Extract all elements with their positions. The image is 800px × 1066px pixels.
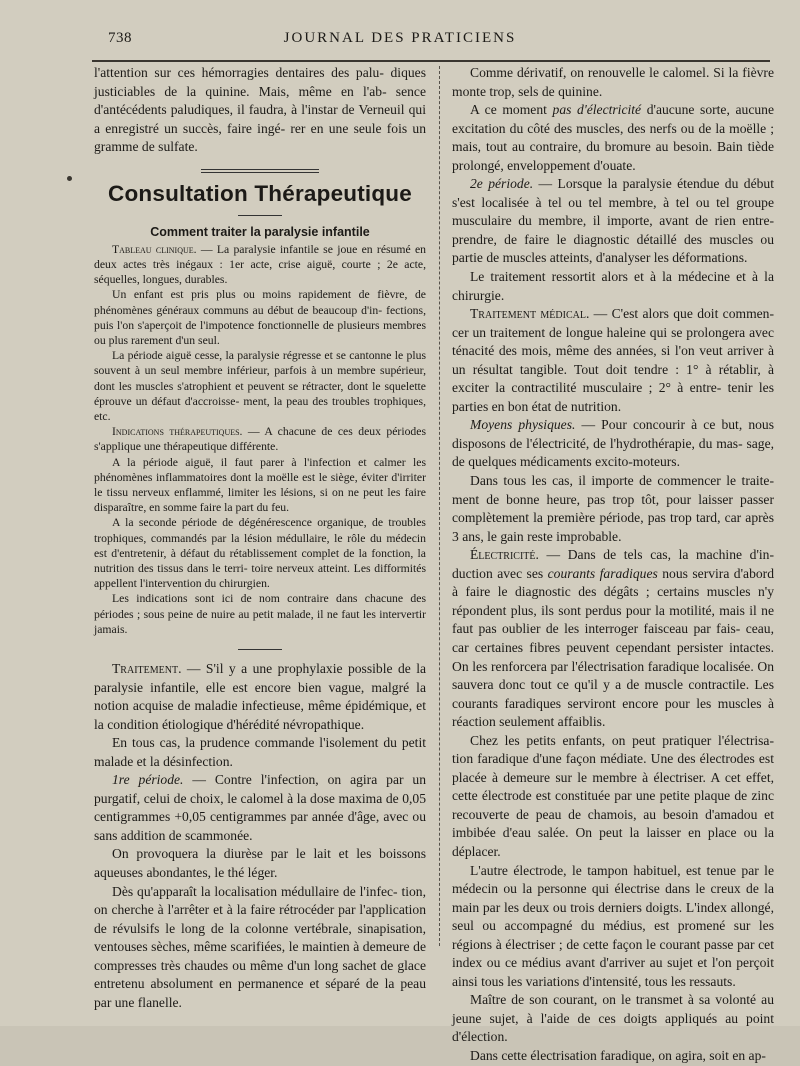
traitement-medical-text: — C'est alors que doit commen- cer un traitement de longue haleine qui se prolongera avec ténacité des mois, même des années, si l'on veut arriver à un résultat tangible. Tout doit tendre : 1° à rétablir, à exciter la contractilité musculaire ; 2° à entre- tenir les parties en bon état de nutrition. xyxy=(452,306,774,414)
dans-tous-les-cas-paragraph: Dans tous les cas, il importe de commencer le traite- ment de bonne heure, pas trop tôt, pour laisser passer complètement la première période, pas trop tard, car après 3 ans, le gain reste improbable. xyxy=(452,473,774,544)
derivatif-paragraph: Comme dérivatif, on renouvelle le calomel. Si la fièvre monte trop, sels de quinine. xyxy=(452,65,774,99)
premiere-periode-label: 1re période. xyxy=(112,772,184,788)
enfant-paragraph: Un enfant est pris plus ou moins rapidement de fièvre, de phénomènes généraux communs au début de beaucoup d'in- fections, puis l'on s'aperçoit de l'impotence fonctionnelle de plusieurs membres ou plus rarement d'un seul. xyxy=(94,288,426,347)
deuxieme-periode-label: 2e période. xyxy=(470,176,534,192)
moyens-physiques-paragraph xyxy=(452,416,774,472)
autre-electrode-paragraph: L'autre électrode, le tampon habituel, est tenue par le médecin ou la personne qui électrise dans le creux de la main par les deux ou trois derniers doigts. L'index allongé, seul ou accompagné du médius, est promené sur les régions à électriser ; de cette façon le courant passe par cet index ou ce médius avant d'arriver au sujet et l'on perçoit ainsi tous les variations d'intensité, tous les ressauts. xyxy=(452,862,774,989)
electricite-text-a: — Dans de tels cas, la machine d'in- duction avec ses xyxy=(452,547,774,581)
indications-text: — A chacune de ces deux périodes s'applique une thérapeutique différente. xyxy=(94,425,426,454)
traitement-label: Traitement. xyxy=(112,661,182,677)
traitement-ressortit-paragraph: Le traitement ressortit alors et à la médecine et à la chirurgie. xyxy=(452,269,774,303)
deuxieme-periode-text: — Lorsque la paralysie étendue du début s'est localisée à tel ou tel membre, à tel ou tel groupe musculaire du membre, il importe, avant de rien entre- prendre, de faire le diagnostic détaillé des muscles ou partie de muscles atteints, d'analyser les déformations. xyxy=(452,176,774,266)
left-column xyxy=(94,64,426,1012)
page-number: 738 xyxy=(108,30,132,46)
seconde-periode-paragraph: A la seconde période de dégénérescence organique, de troubles trophiques, commandés par la lésion médullaire, le rôle du médecin est d'entretenir, à défaut du rétablissement complet de la fonction, la nutrition des tissus dans le terri- toire nerveux atteint. Les difformités appellent l'intervention du chirurgien. xyxy=(94,516,426,591)
petits-enfants-paragraph: Chez les petits enfants, on peut pratiquer l'électrisa- tion faradique d'une façon médiate. Une des électrodes est placée à demeure sur le membre à électriser. A cet effet, cette électrode est constituée par une petite plaque de zinc recouverte de peau de chamois, au besoin d'amadou et imbibée d'eau salée. On peut la laisser en place ou la déplacer. xyxy=(452,732,774,859)
indications-contraire-paragraph: Les indications sont ici de nom contraire dans chacune des périodes ; sous peine de nuire au petit malade, il ne faut les intervertir jamais. xyxy=(94,592,426,636)
traitement-medical-label: Traitement médical. xyxy=(470,306,590,322)
deuxieme-periode-paragraph xyxy=(452,175,774,268)
article-subtitle: Comment traiter la paralysie infantile xyxy=(150,224,370,239)
intro-paragraph: l'attention sur ces hémorragies dentaires des palu- diques justiciables de la quinine. Mais, même en l'ab- sence d'antécédents paludiques, il faudra, à l'instar de Verneuil qui a enregistré un succès, faire ingé- rer en une seule fois un gramme de sulfate. xyxy=(94,65,426,155)
section-title: Consultation Thérapeutique xyxy=(108,180,412,206)
electricite-label: Électricité. xyxy=(470,547,539,563)
title-double-rule xyxy=(201,169,319,173)
title-short-rule xyxy=(238,215,282,216)
premiere-periode-text: — Contre l'infection, on agira par un purgatif, celui de choix, le calomel à la dose maxima de 0,05 centigrammes +0,05 centigrammes par année d'âge, avec ou sans addition de scammonée. xyxy=(94,772,426,843)
periode-aigue-cesse-paragraph: La période aiguë cesse, la paralysie régresse et se cantonne le plus souvent à un seul membre inférieur, parfois à un membre supérieur, dont les muscles s'atrophient et peuvent se rétracter, dont le squelette éprouve un défaut d'accroisse- ment, la peau des troubles trophiques, etc. xyxy=(94,349,426,423)
header-rule xyxy=(92,60,770,62)
section-short-rule xyxy=(238,649,282,650)
premiere-periode-paragraph xyxy=(94,771,426,845)
margin-dot xyxy=(67,176,72,181)
electricite-text-b: nous servira d'abord à faire le diagnostic des dégâts ; certains muscles n'y répondent plus, ils sont perdus pour la motilité, mais il ne faut pas oublier de les interroger faisceau par fais- ceau, car certaines fibres peuvent cependant persister intactes. On les renforcera par l'électrisation faradique localisée. On sauvera donc tout ce qu'il y a de muscle contractile. Les courants faradiques serviront encore pour les muscles à réaction seulement affaiblis. xyxy=(452,565,775,730)
indications-paragraph xyxy=(94,424,426,454)
ce-moment-emphasis: pas d'électricité xyxy=(552,102,642,118)
traitement-text: — S'il y a une prophylaxie possible de la paralysie infantile, elle est encore bien vague, malgré la notion acquise de maladie infectieuse, même épidémique, et la condition étiologique d'hérédité névropathique. xyxy=(94,661,426,732)
ce-moment-text-b: d'aucune sorte, aucune excitation du côté des muscles, des nerfs ou de la moëlle ; mais, tout au contraire, du bromure au besoin. Bain tiède prolongé, enveloppement d'ouate. xyxy=(452,102,774,173)
moyens-physiques-text: — Pour concourir à ce but, nous disposons de l'électricité, de l'hydrothérapie, du mas- sage, de quelques médicaments excito-moteurs. xyxy=(452,417,774,470)
maitre-courant-paragraph: Maître de son courant, on le transmet à sa volonté au jeune sujet, à l'aide de ces doigts appliqués au point d'élection. xyxy=(452,992,774,1045)
electrisation-faradique-paragraph: Dans cette électrisation faradique, on agira, soit en ap- xyxy=(470,1047,766,1063)
diurese-paragraph: On provoquera la diurèse par le lait et les boissons aqueuses abondantes, le thé léger. xyxy=(94,846,426,881)
localisation-paragraph: Dès qu'apparaît la localisation médullaire de l'infec- tion, on cherche à l'arrêter et à la faire rétrocéder par l'application de révulsifs le long de la colonne vertébrale, sinapisation, ventouses sèches, même scarifiées, le maintien à demeure de compresses très chaudes ou même d'un long sachet de glace entretenu absolument en permanence et séparé de la peau par une flanelle. xyxy=(94,883,426,1010)
ce-moment-paragraph xyxy=(452,101,774,175)
journal-title: JOURNAL DES PRATICIENS xyxy=(283,30,517,46)
column-separator xyxy=(439,66,440,946)
tableau-clinique-text: — La paralysie infantile se joue en résumé en deux actes très inégaux : 1er acte, crise aiguë, courte ; 2e acte, séquelles, longues, durables. xyxy=(94,242,427,287)
ce-moment-text-a: A ce moment xyxy=(470,102,553,118)
indications-label: Indications thérapeutiques. xyxy=(112,425,243,439)
traitement-paragraph xyxy=(94,660,426,734)
right-column xyxy=(452,64,774,1066)
courants-faradiques-emphasis: courants faradiques xyxy=(547,565,658,581)
electricite-paragraph xyxy=(452,546,774,731)
periode-aigue-paragraph: A la période aiguë, il faut parer à l'infection et calmer les phénomènes inflammatoires dont la moëlle est le siège, éviter d'irriter le tissu nerveux enflammé, limiter les lésions, si on ne peut les faire disparaître, en somme faire la part du feu. xyxy=(94,455,426,515)
tableau-clinique-paragraph xyxy=(94,242,426,288)
tous-cas-paragraph: En tous cas, la prudence commande l'isolement du petit malade et la désinfection. xyxy=(94,735,426,769)
moyens-physiques-label: Moyens physiques. xyxy=(470,417,576,433)
tableau-clinique-label: Tableau clinique. xyxy=(112,242,197,256)
running-header xyxy=(0,26,800,56)
traitement-medical-paragraph xyxy=(452,305,774,416)
